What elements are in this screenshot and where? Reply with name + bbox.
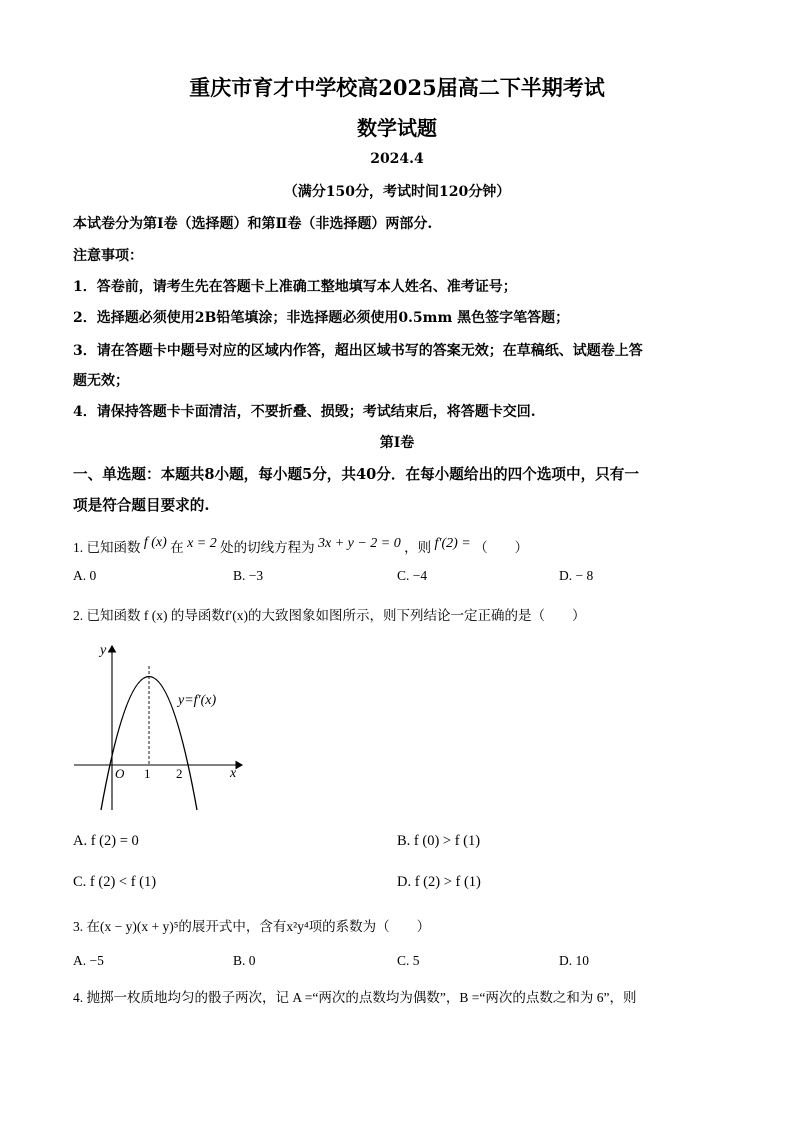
q1-text: ，则	[404, 540, 432, 555]
part-label: 第Ⅰ卷	[379, 435, 415, 451]
q1-text: 在	[170, 540, 184, 555]
q3-option-a: A. −5	[73, 953, 104, 968]
exam-info: （满分150分，考试时间120分钟）	[283, 184, 511, 200]
section-heading: 项是符合题目要求的.	[73, 497, 210, 514]
derivative-graph	[70, 640, 250, 815]
origin-label: O	[115, 766, 125, 781]
section-heading: 一、单选题：本题共8小题，每小题5分，共40分．在每小题给出的四个选项中，只有一	[73, 466, 639, 483]
tick-label-1: 1	[144, 766, 151, 781]
q1-function: f (x)	[143, 535, 167, 550]
q3-option-c: C. 5	[397, 953, 420, 968]
paper-structure: 本试卷分为第Ⅰ卷（选择题）和第Ⅱ卷（非选择题）两部分.	[73, 216, 433, 232]
question-2-stem: 2. 已知函数 f (x) 的导函数f′(x)的大致图象如图所示，则下列结论一定正确的是（ ）	[73, 608, 586, 623]
question-4-stem: 4. 抛掷一枚质地均匀的骰子两次，记 A =“两次的点数均为偶数”，B =“两次的点数之和为 6”，则	[73, 990, 637, 1005]
q2-option-b: B. f (0) > f (1)	[397, 833, 481, 849]
question-3-stem: 3. 在(x − y)(x + y)⁵的展开式中，含有x²y⁴项的系数为（ ）	[73, 919, 431, 934]
notice-heading: 注意事项：	[73, 248, 143, 264]
subject-title: 数学试题	[357, 116, 437, 140]
q1-text: 1. 已知函数	[73, 540, 141, 555]
curve-label: y=f′(x)	[178, 693, 217, 708]
exam-date: 2024.4	[370, 151, 424, 167]
q2-option-a: A. f (2) = 0	[73, 833, 139, 849]
question-1-stem	[73, 536, 528, 557]
q1-option-b: B. −3	[233, 568, 264, 583]
q1-option-a: A. 0	[73, 568, 97, 583]
notice-item: 3．请在答题卡中题号对应的区域内作答，超出区域书写的答案无效；在草稿纸、试题卷上答	[73, 343, 643, 359]
q1-point: x = 2	[187, 536, 217, 551]
q1-derivative: f′(2) =	[434, 536, 471, 551]
notice-item: 题无效；	[73, 373, 129, 389]
x-axis-label: x	[230, 766, 237, 781]
q2-option-d: D. f (2) > f (1)	[397, 874, 481, 890]
notice-item: 2．选择题必须使用2B铅笔填涂；非选择题必须使用0.5mm 黑色签字笔答题；	[73, 310, 570, 326]
notice-item: 1．答卷前，请考生先在答题卡上准确工整地填写本人姓名、准考证号；	[73, 279, 517, 295]
q1-tangent-equation: 3x + y − 2 = 0	[317, 536, 401, 551]
q2-option-c: C. f (2) < f (1)	[73, 874, 157, 890]
notice-item: 4．请保持答题卡卡面清洁，不要折叠、损毁；考试结束后，将答题卡交回.	[73, 404, 536, 420]
q3-option-d: D. 10	[559, 953, 589, 968]
q3-option-b: B. 0	[233, 953, 256, 968]
q1-option-c: C. −4	[397, 568, 428, 583]
q1-text: 处的切线方程为	[220, 540, 315, 555]
q1-option-d: D. − 8	[559, 568, 594, 583]
exam-title: 重庆市育才中学校高2025届高二下半期考试	[189, 75, 605, 100]
tick-label-2: 2	[176, 766, 183, 781]
q1-paren: （ ）	[474, 540, 529, 555]
y-axis-label: y	[100, 643, 107, 658]
